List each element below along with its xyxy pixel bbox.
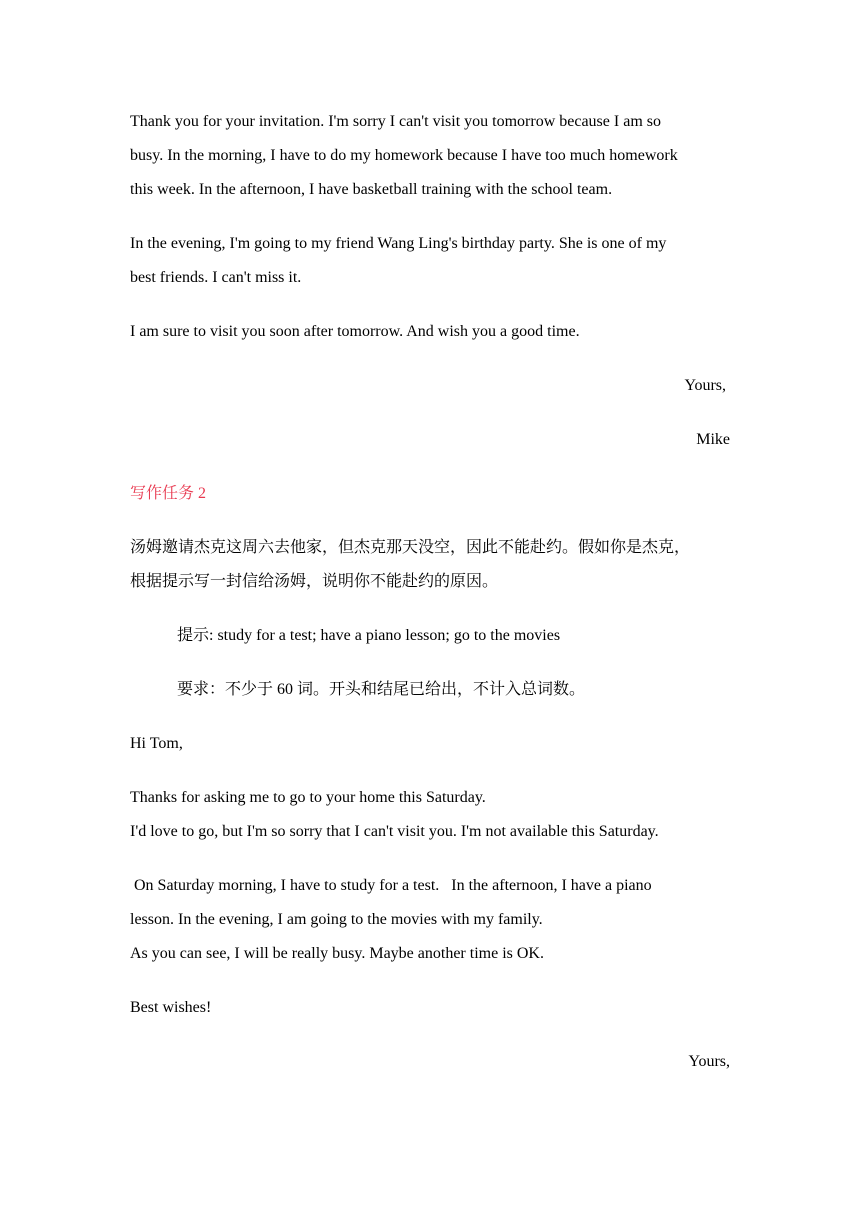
letter1-paragraph2-line2: best friends. I can't miss it.: [130, 269, 302, 286]
task2-hint: 提示: study for a test; have a piano lesson; go to the movies: [177, 627, 561, 644]
letter2-paragraph1-line1: Thanks for asking me to go to your home this Saturday.: [130, 789, 486, 806]
letter2-greeting: Hi Tom,: [130, 735, 183, 752]
letter2-paragraph1-line2: I'd love to go, but I'm so sorry that I can't visit you. I'm not available this Saturday.: [130, 823, 659, 840]
task2-prompt-line2: 根据提示写一封信给汤姆，说明你不能赴约的原因。: [130, 573, 499, 590]
letter1-paragraph1-line3: this week. In the afternoon, I have basketball training with the school team.: [130, 181, 613, 198]
letter1-paragraph1-line1: Thank you for your invitation. I'm sorry I can't visit you tomorrow because I am so: [130, 113, 661, 130]
task2-prompt-line1: 汤姆邀请杰克这周六去他家，但杰克那天没空，因此不能赴约。假如你是杰克，: [130, 539, 691, 556]
letter2-paragraph2-line3: As you can see, I will be really busy. Maybe another time is OK.: [130, 945, 544, 962]
letter1-paragraph1-line2: busy. In the morning, I have to do my homework because I have too much homework: [130, 147, 678, 164]
letter2-paragraph2-line1: On Saturday morning, I have to study for a test. In the afternoon, I have a piano: [130, 877, 652, 894]
letter1-closing: Yours,: [684, 377, 726, 394]
task2-requirement: 要求：不少于 60 词。开头和结尾已给出，不计入总词数。: [177, 681, 586, 698]
letter2-closing: Yours,: [688, 1053, 730, 1070]
letter1-paragraph3: I am sure to visit you soon after tomorrow. And wish you a good time.: [130, 323, 580, 340]
letter2-paragraph2-line2: lesson. In the evening, I am going to the movies with my family.: [130, 911, 543, 928]
letter1-paragraph2-line1: In the evening, I'm going to my friend Wang Ling's birthday party. She is one of my: [130, 235, 667, 252]
letter1-signature: Mike: [696, 431, 730, 448]
task2-title: 写作任务 2: [130, 485, 207, 502]
letter2-best-wishes: Best wishes!: [130, 999, 212, 1016]
